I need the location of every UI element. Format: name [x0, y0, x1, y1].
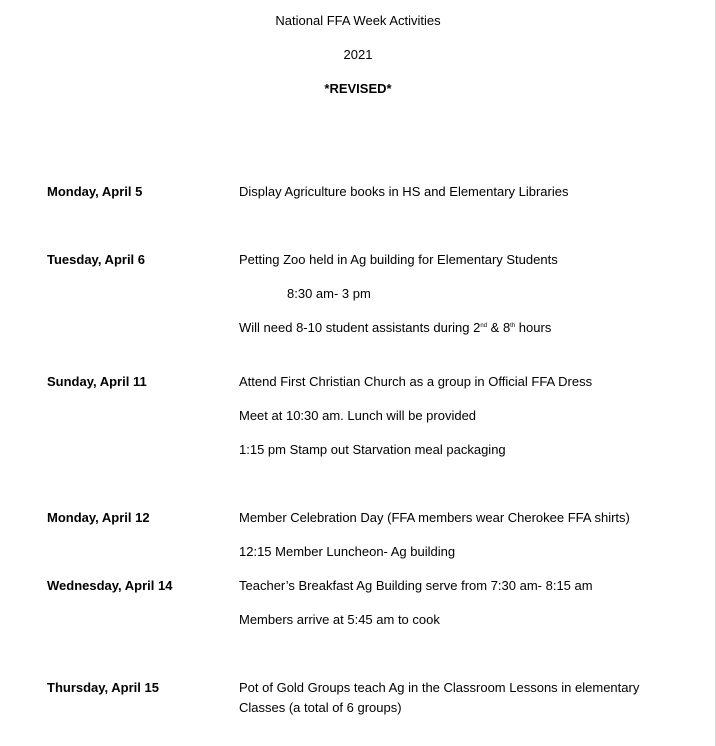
revised-label: *REVISED*: [324, 81, 392, 96]
date-monday-april-5: Monday, April 5: [47, 184, 143, 199]
assistants-text: hours: [515, 320, 552, 335]
date-monday-april-12: Monday, April 12: [47, 510, 150, 525]
assistants-text: Will need 8-10 student assistants during 2: [239, 320, 481, 335]
date-sunday-april-11: Sunday, April 11: [47, 374, 147, 389]
ordinal-suffix: th: [510, 323, 516, 329]
activity-line: Teacher’s Breakfast Ag Building serve from 7:30 am- 8:15 am: [239, 578, 593, 593]
activity-line: 12:15 Member Luncheon- Ag building: [239, 544, 456, 559]
ordinal-suffix: nd: [480, 323, 488, 329]
activity-line: Meet at 10:30 am. Lunch will be provided: [239, 408, 477, 423]
activity-line: Petting Zoo held in Ag building for Elementary Students: [239, 252, 558, 267]
activity-line: Attend First Christian Church as a group in Official FFA Dress: [239, 374, 593, 389]
activity-line: 1:15 pm Stamp out Starvation meal packaging: [239, 442, 506, 457]
date-thursday-april-15: Thursday, April 15: [47, 680, 159, 695]
document-year: 2021: [343, 47, 373, 62]
activity-line: Member Celebration Day (FFA members wear Cherokee FFA shirts): [239, 510, 630, 525]
activity-line: Classes (a total of 6 groups): [239, 700, 402, 715]
activity-time: 8:30 am- 3 pm: [287, 286, 371, 301]
activity-line: Pot of Gold Groups teach Ag in the Classroom Lessons in elementary: [239, 680, 640, 695]
document-title: National FFA Week Activities: [275, 13, 441, 28]
activity-line: Display Agriculture books in HS and Elementary Libraries: [239, 184, 569, 199]
assistants-text: & 8: [487, 320, 511, 335]
date-wednesday-april-14: Wednesday, April 14: [47, 578, 173, 593]
date-tuesday-april-6: Tuesday, April 6: [47, 252, 146, 267]
activity-line: Members arrive at 5:45 am to cook: [239, 612, 440, 627]
activity-line-assistants: [239, 320, 551, 336]
